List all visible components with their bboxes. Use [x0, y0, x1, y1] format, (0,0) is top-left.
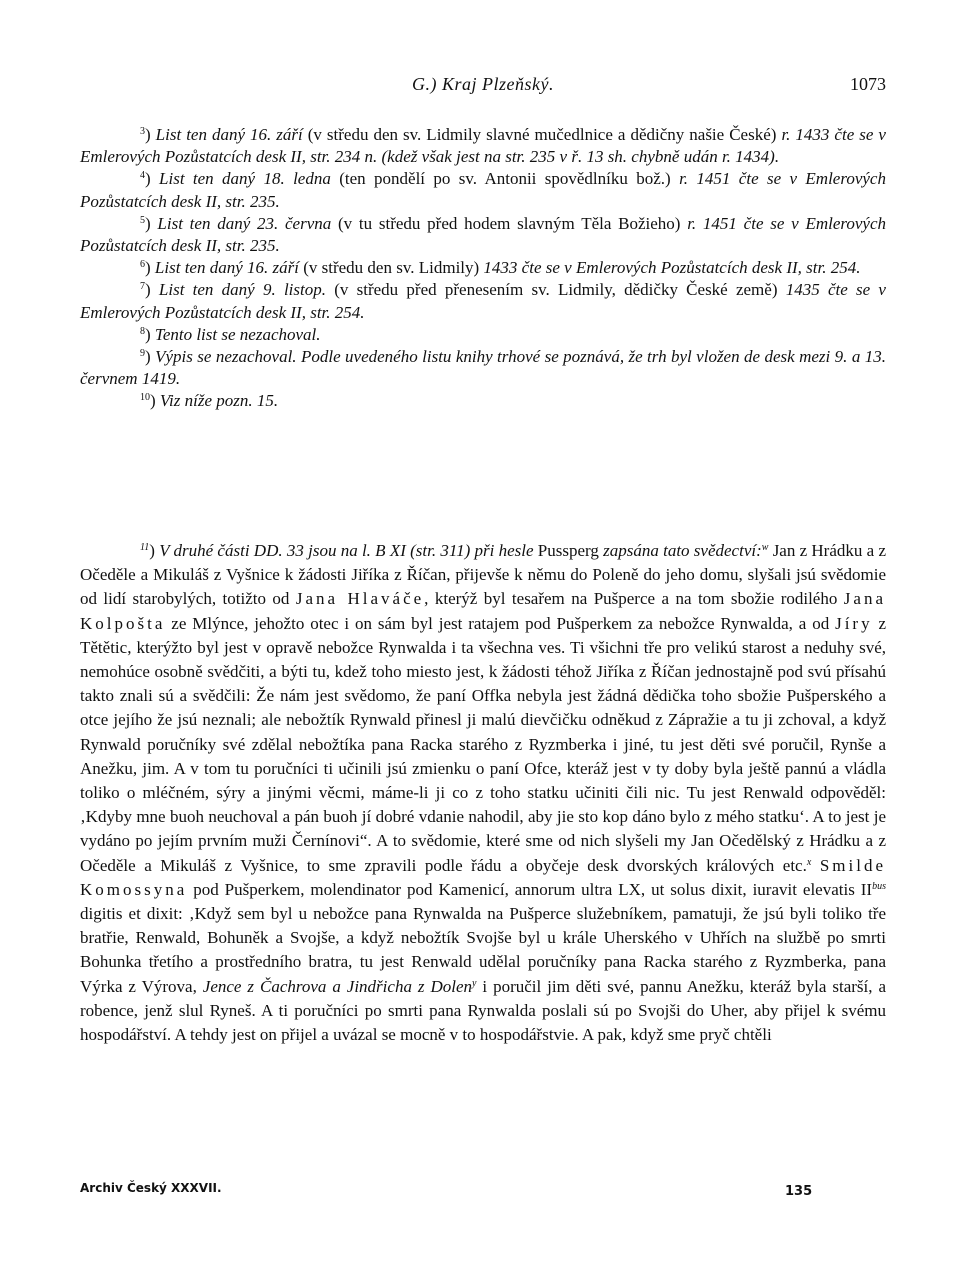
- footnote-7: [80, 279, 886, 323]
- page-header: [80, 74, 886, 100]
- footnote-number: 9: [140, 348, 145, 360]
- superscript-mark: y: [472, 977, 477, 989]
- text-run: Pussperg: [533, 541, 604, 560]
- text-run: i poručil jim děti své, pannu Anežku, kteráž byla starší, a robence, jenž slul Ryneš. A ti poručníci po smrti pana Rynwalda poslali sú po Svojši do Uher, aby přijel k svému hospodářství. A tehdy jest on přijel a uvázal se mocně v to hospodářstvie. A pak, když sme pryč chtěli: [80, 976, 886, 1045]
- italic-text: Jence z Čachrova a Jindřicha z Dolen: [202, 976, 472, 996]
- italic-text: V druhé části DD. 33 jsou na l. B XI (str. 311) při hesle: [159, 541, 534, 560]
- footnote-number: 11: [140, 542, 150, 553]
- footnote-number: 6: [140, 259, 145, 271]
- footnote-3: [80, 124, 886, 168]
- italic-text: Tento list se nezachoval.: [154, 324, 321, 344]
- italic-text: Výpis se nezachoval. Podle uvedeného listu knihy trhové se poznává, že trh byl vložen de desk mezi 9. a 13. červnem 1419.: [80, 347, 886, 389]
- spaced-name: Smilde Komossyna: [80, 855, 886, 899]
- spaced-name: Jíry: [835, 613, 873, 633]
- spaced-name: Jana Kolpošta: [80, 589, 887, 633]
- document-page: [80, 0, 886, 1273]
- footnote-paren: ): [145, 169, 160, 189]
- footnote-number: 5: [140, 214, 145, 226]
- italic-text: zapsána tato svědectví:: [603, 541, 762, 560]
- footnote-number: 7: [140, 281, 145, 293]
- footnote-11-body: [80, 539, 886, 1047]
- footnote-10: [80, 390, 886, 412]
- footnote-paren: ): [145, 258, 155, 278]
- footnote-8: [80, 324, 886, 346]
- sheet-signature: 135: [785, 1184, 813, 1199]
- footnote-number: 10: [140, 392, 150, 404]
- text-run: pod Pušperkem, molendinator pod Kamenicí, annorum ultra LX, ut solus dixit, iuravit elevatis II: [187, 879, 873, 899]
- text-run: [811, 856, 820, 875]
- italic-text: r. 1451 čte se v Emlerových Pozůstatcích desk II, str. 235.: [80, 169, 886, 211]
- italic-text: r. 1451 čte se v Emlerových Pozůstatcích desk II, str. 235.: [80, 213, 886, 256]
- text-run: ze Mlýnce, jehožto otec i on sám byl jest ratajem pod Pušperkem za nebožce Rynwalda, a od: [165, 613, 836, 633]
- footnote-4: [80, 168, 886, 212]
- footnote-paren: ): [145, 125, 156, 144]
- text-run: digitis et dixit: ‚Když sem byl u nebožce pana Rynwalda na Pušperce služebníkem, pamatuji, že jsú byli toliko tře bratřie, Renwald, Bohuněk a Svojše, a když nebožtík Svojše byl u krále Uherského v Uhřích na službě po smrti Bohunka třetího a prostředního bratra, tu jest Renwald udělal poručníky pana Racka starého z Ryzmberka, pana Výrka z Výrova,: [80, 904, 886, 996]
- text-run: (ten pondělí po sv. Antonii spovědlníku bož.): [330, 169, 680, 189]
- footnote-paren: ): [145, 280, 159, 300]
- footnote-number: 4: [140, 170, 145, 182]
- footnote-paren: ): [150, 391, 160, 411]
- footnote-6: [80, 257, 886, 279]
- italic-text: 1435 čte se v Emlerových Pozůstatcích desk II, str. 254.: [80, 280, 886, 322]
- superscript-mark: x: [806, 856, 812, 868]
- text-run: z Tětětic, kterýžto byl jest v opravě nebožce Rynwalda i ta všechna ves. Ti všichni tře pro velikú starost a neduhy své, nemohúce osobně svědčiti, a býti tu, kdež toho miesto jest, k žádosti téhož Jiříka z Říčan jednostajně pod svú přísahú takto znali sú a svědčili: Že nám jest svědomo, že paní Offka nebyla jest žádná dědička toho sbožie Pušperského a otce jejího že jsú neznali; ale nebožtík Rynwald přinesl ji malú dievčičku odněkud z Zápražie a tu ji zchoval, a když Rynwald poručníky své zdělal nebožtíka pana Racka starého z Ryzmberka i jiné, tu jest děti své poručil, Rynše a Anežku, jim. A v tom tu poručníci ti učinili jsú zmienku o paní Ofce, kteráž jest v ty doby byla ještě pannú a vládla toliko o mléčném, sýry a jinými věcmi, máme-li ji co z toho statku učiniti čili nic. Tu jest Renwald odpověděl: ‚Kdyby mne buoh neuchoval a pán buoh jí dobré vdanie nahodil, aby jie sto kop dáno bylo z mého statku‘. A to jest je vydáno po jejím prvním muži Černínovi“. A to svědomie, které sme od nich slyšeli my Jan Očedělský z Hrádku a z Očeděle a Mikuláš z Vyšnice, to sme zpravili podle řádu a obyčeje desk dvorských králových etc.: [80, 613, 887, 875]
- collection-signature: Archiv Český XXXVII.: [80, 1181, 222, 1195]
- italic-text: r. 1433 čte se v Emlerových Pozůstatcích desk II, str. 234 n. (kdež však jest na str. 235 v ř. 13 sh. chybně udán r. 1434).: [80, 125, 886, 167]
- footnote-5: [80, 213, 886, 257]
- footnote-paren: ): [145, 347, 156, 367]
- text-run: , kterýž byl tesařem na Pušperce a na tom sbožie rodilého: [424, 589, 844, 609]
- footnote-number: 8: [140, 325, 145, 337]
- page-number: 1073: [850, 74, 886, 94]
- italic-text: 1433 čte se v Emlerových Pozůstatcích desk II, str. 254.: [483, 258, 861, 278]
- footnote-paren: ): [145, 324, 155, 344]
- footnote-number: 3: [140, 126, 145, 137]
- footnote-paren: ): [149, 541, 160, 560]
- footnote-9: [80, 346, 886, 390]
- text-run: (v středu den sv. Lidmily): [298, 258, 484, 278]
- superscript-mark: w: [761, 542, 769, 553]
- italic-text: List ten daný 23. června: [157, 213, 332, 233]
- italic-text: List ten daný 18. ledna: [159, 169, 331, 189]
- running-title: G.) Kraj Plzeňský.: [412, 74, 554, 94]
- footnotes: [80, 124, 886, 413]
- spaced-name: Jana Hlaváče: [295, 589, 425, 609]
- italic-text: List ten daný 16. září: [154, 258, 299, 278]
- text-run: (v tu středu před hodem slavným Těla Božieho): [331, 213, 688, 233]
- footnote-paren: ): [145, 213, 158, 233]
- text-run: (v středu před přenesením sv. Lidmily, dědičky České země): [325, 280, 786, 300]
- text-run: Jan z Hrádku a z Očeděle a Mikuláš z Vyšnice k žádosti Jiříka z Říčan, přijevše k němu do Poleně do jeho domu, slyšali jsú svědomie od lidí starobylých, totižto od: [80, 541, 886, 609]
- text-run: (v středu den sv. Lidmily slavné mučedlnice a dědičny našie České): [302, 125, 782, 144]
- italic-text: List ten daný 9. listop.: [158, 280, 326, 300]
- superscript-mark: bus: [872, 880, 886, 892]
- italic-text: List ten daný 16. září: [155, 125, 303, 144]
- italic-text: Viz níže pozn. 15.: [159, 391, 279, 411]
